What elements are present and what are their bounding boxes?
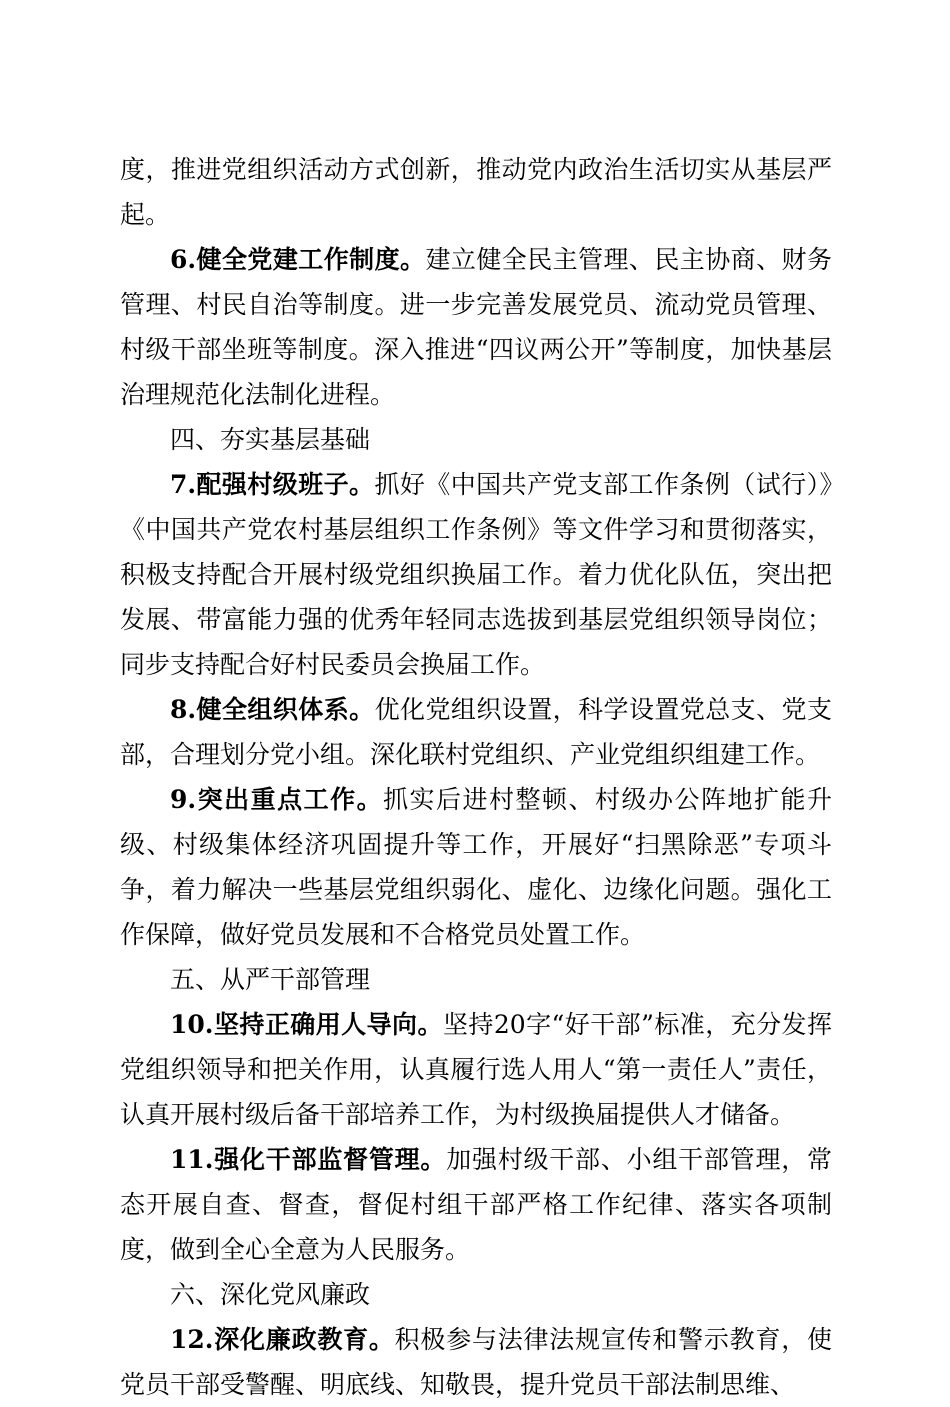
item-10 bbox=[120, 1002, 832, 1137]
paragraph-continuation bbox=[120, 147, 832, 237]
item-text: 建立健全民主管理、民主协商、财务管理、村民自治等制度。进一步完善发展党员、流动党员管理、村级干部坐班等制度。深入推进“四议两公开”等制度，加快基层治理规范化法制化进程。 bbox=[120, 245, 832, 409]
item-text: 加强村级干部、小组干部管理，常态开展自查、督查，督促村组干部严格工作纪律、落实各项制度，做到全心全意为人民服务。 bbox=[120, 1145, 832, 1264]
item-text: 抓实后进村整顿、村级办公阵地扩能升级、村级集体经济巩固提升等工作，开展好“扫黑除恶”专项斗争，着力解决一些基层党组织弱化、虚化、边缘化问题。强化工作保障，做好党员发展和不合格党员处置工作。 bbox=[120, 785, 832, 949]
item-lead: 6.健全党建工作制度。 bbox=[170, 245, 426, 274]
item-6 bbox=[120, 237, 832, 417]
item-lead: 8.健全组织体系。 bbox=[170, 695, 375, 724]
item-lead: 7.配强村级班子。 bbox=[170, 470, 375, 499]
item-text: 抓好《中国共产党支部工作条例（试行）》《中国共产党农村基层组织工作条例》等文件学习和贯彻落实，积极支持配合开展村级党组织换届工作。着力优化队伍，突出把发展、带富能力强的优秀年轻同志选拔到基层党组织领导岗位；同步支持配合好村民委员会换届工作。 bbox=[120, 470, 832, 679]
item-9 bbox=[120, 777, 832, 957]
item-text: 优化党组织设置，科学设置党总支、党支部，合理划分党小组。深化联村党组织、产业党组织组建工作。 bbox=[120, 695, 832, 769]
item-11 bbox=[120, 1137, 832, 1272]
item-text: 积极参与法律法规宣传和警示教育，使党员干部受警醒、明底线、知敬畏，提升党员干部法制思维、 bbox=[120, 1325, 832, 1399]
section-heading-5: 五、从严干部管理 bbox=[170, 965, 371, 994]
item-lead: 12.深化廉政教育。 bbox=[170, 1325, 395, 1354]
item-8 bbox=[120, 687, 832, 777]
item-12 bbox=[120, 1317, 832, 1407]
document-page bbox=[120, 147, 832, 1407]
item-lead: 9.突出重点工作。 bbox=[170, 785, 384, 814]
item-text: 坚持20字“好干部”标准，充分发挥党组织领导和把关作用，认真履行选人用人“第一责任人”责任，认真开展村级后备干部培养工作，为村级换届提供人才储备。 bbox=[120, 1010, 833, 1129]
section-heading-6: 六、深化党风廉政 bbox=[170, 1280, 371, 1309]
paragraph-text: 度，推进党组织活动方式创新，推动党内政治生活切实从基层严起。 bbox=[120, 155, 832, 229]
section-heading-4: 四、夯实基层基础 bbox=[170, 425, 371, 454]
item-lead: 11.强化干部监督管理。 bbox=[170, 1145, 447, 1174]
item-7 bbox=[120, 462, 832, 687]
item-lead: 10.坚持正确用人导向。 bbox=[170, 1010, 443, 1039]
